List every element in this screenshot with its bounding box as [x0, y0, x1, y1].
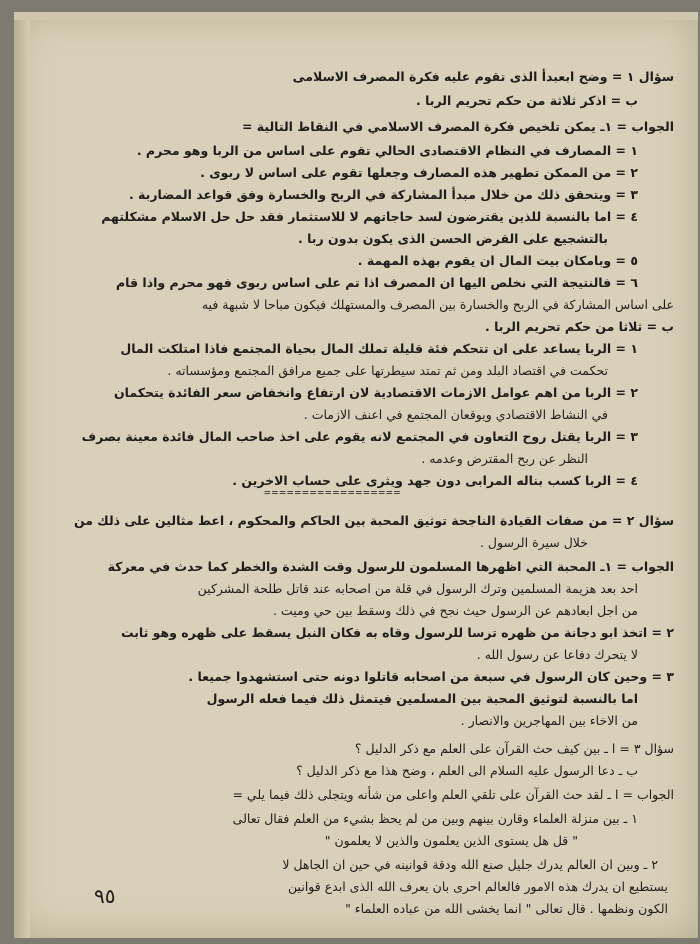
answer-1-point-4-cont: بالتشجيع على القرض الحسن الذى يكون بدون ربا .	[298, 231, 608, 246]
answer-3-verse-2: الكون ونظمها . قال تعالى " انما يخشى الله من عباده العلماء "	[345, 901, 668, 916]
usury-wisdom-1: ١ = الربا يساعد على ان تتحكم فئة قليلة تملك المال بحياة المجتمع فاذا امتلكت المال	[120, 341, 638, 356]
document-page	[14, 12, 698, 938]
question-1-b: ب = اذكر ثلاثة من حكم تحريم الربا .	[416, 93, 638, 108]
question-3-a: سؤال ٣ = ا ـ بين كيف حث القرآن على العلم مع ذكر الدليل ؟	[354, 741, 674, 756]
usury-wisdom-3-cont: النظر عن ربح المقترض وعدمه .	[421, 451, 588, 466]
answer-3-verse-1: " قل هل يستوى الذين يعلمون والذين لا يعلمون "	[324, 833, 578, 848]
answer-1-point-6: ٦ = فالنتيجة التي نخلص اليها ان المصرف اذا تم على اساس ربوى فهو محرم واذا قام	[116, 275, 638, 290]
question-2-cont: خلال سيرة الرسول .	[479, 535, 588, 550]
answer-2-point-1-cont: احد بعد هزيمة المسلمين وترك الرسول في قلة من اصحابه عند قاتل طلحة المشركين	[197, 581, 638, 596]
answer-1-point-1: ١ = المصارف في النظام الاقتصادى الحالي تقوم على اساس من الربا وهو محرم .	[136, 143, 638, 158]
answer-3-point-1: ١ ـ بين منزلة العلماء وقارن بينهم وبين من لم يحظ بشيء من العلم فقال تعالى	[232, 811, 638, 826]
page-text	[14, 12, 698, 938]
answer-3-point-2: ٢ ـ وبين ان العالم يدرك جليل صنع الله ودقة قوانينه في حين ان الجاهل لا	[282, 857, 658, 872]
answer-3-point-2-cont: يستطيع ان يدرك هذه الامور فالعالم احرى بان يعرف الله الذى ابدع قوانين	[288, 879, 668, 894]
answer-1-intro: الجواب = ١ـ يمكن تلخيص فكرة المصرف الاسلامي في النقاط التالية =	[241, 119, 674, 134]
usury-wisdom-4: ٤ = الربا كسب بناله المرابى دون جهد ويثرى على حساب الاخرين .	[232, 473, 638, 488]
answer-1-point-2: ٢ = من الممكن تطهير هذه المصارف وجعلها تقوم على اساس لا ربوى .	[200, 165, 638, 180]
answer-1-point-6-cont: على اساس المشاركة في الربح والخسارة بين المصرف والمستهلك فيكون مباحا لا شبهة فيه	[201, 297, 674, 312]
question-2: سؤال ٢ = من صفات القيادة الناجحة توثيق المحبة بين الحاكم والمحكوم ، اعط مثالين على ذلك من	[73, 513, 674, 528]
answer-1-point-3: ٣ = ويتحقق ذلك من خلال مبدأ المشاركة في الربح والخسارة وفق قواعد المضاربة .	[128, 187, 638, 202]
answer-2-point-2-cont: لا يتحرك دفاعا عن رسول الله .	[476, 647, 638, 662]
answer-2-point-2: ٢ = اتخذ ابو دجانة من ظهره ترسا للرسول وقاه به فكان النبل يسقط على ظهره وهو ثابت	[121, 625, 674, 640]
answer-3-intro: الجواب = ا ـ لقد حث القرآن على تلقي العلم واعلى من شأنه ويتجلى ذلك فيما يلي =	[232, 787, 674, 802]
page-number: ٩٥	[94, 884, 116, 908]
usury-wisdom-2: ٢ = الربا من اهم عوامل الازمات الاقتصادية لان ارتفاع وانخفاض سعر الفائدة يتحكمان	[113, 385, 638, 400]
answer-2-point-1-cont-2: من اجل ابعادهم عن الرسول حيث نجح في ذلك وسقط بين حي وميت .	[272, 603, 638, 618]
question-3-b: ب ـ دعا الرسول عليه السلام الى العلم ، وضح هذا مع ذكر الدليل ؟	[296, 763, 638, 778]
usury-wisdom-3: ٣ = الربا يقتل روح التعاون في المجتمع لانه يقوم على اخذ صاحب المال فائدة معينة بصرف	[81, 429, 638, 444]
question-1-a: سؤال ١ = وضح ابعبدأ الذى تقوم عليه فكرة المصرف الاسلامى	[292, 69, 674, 84]
answer-1-b-heading: ب = ثلاثا من حكم تحريم الربا .	[484, 319, 674, 334]
answer-2-love-among-muslims-cont: من الاخاء بين المهاجرين والانصار .	[460, 713, 638, 728]
answer-2-point-3: ٣ = وحين كان الرسول في سبعة من اصحابه قاتلوا دونه حتى استشهدوا جميعا .	[188, 669, 674, 684]
section-separator: ==================	[264, 486, 402, 499]
answer-1-point-4: ٤ = اما بالنسبة للذين يقترضون لسد حاجاتهم لا للاستثمار فقد حل حل الاسلام مشكلتهم	[101, 209, 638, 224]
usury-wisdom-2-cont: في النشاط الاقتصادي ويوقعان المجتمع في اعنف الازمات .	[303, 407, 608, 422]
answer-2-love-among-muslims: اما بالنسبة لتوثيق المحبة بين المسلمين فيتمثل ذلك فيما فعله الرسول	[206, 691, 638, 706]
usury-wisdom-1-cont: تحكمت في اقتصاد البلد ومن ثم تمتد سيطرتها على جميع مرافق المجتمع ومؤسساته .	[167, 363, 608, 378]
answer-1-point-5: ٥ = وبامكان بيت المال ان يقوم بهذه المهمة .	[357, 253, 638, 268]
answer-2-point-1: الجواب = ١ـ المحبة التي اظهرها المسلمون للرسول وقت الشدة والخطر كما حدث في معركة	[107, 559, 674, 574]
